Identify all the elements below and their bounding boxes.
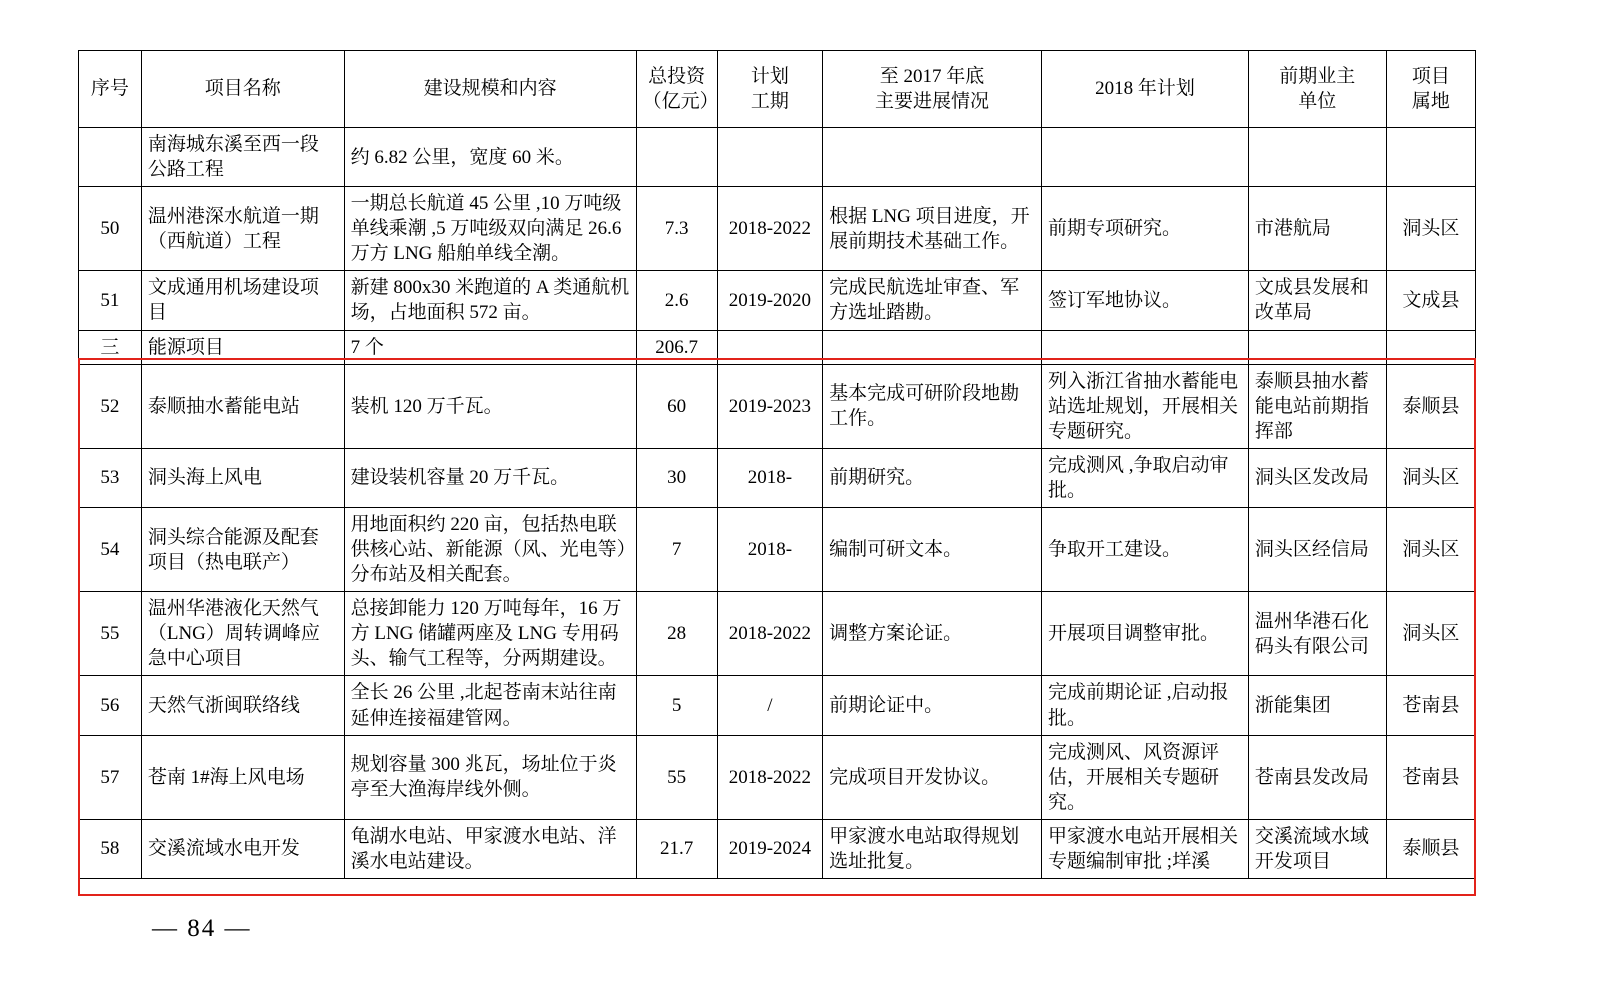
cell-plan — [1042, 330, 1249, 364]
cell-progress — [823, 330, 1042, 364]
cell-plan — [1042, 128, 1249, 187]
cell-investment: 30 — [636, 448, 717, 507]
cell-owner: 浙能集团 — [1248, 676, 1386, 735]
cell-scale: 建设装机容量 20 万千瓦。 — [344, 448, 636, 507]
cell-scale: 龟湖水电站、甲家渡水电站、洋溪水电站建设。 — [344, 819, 636, 878]
cell-owner: 市港航局 — [1248, 187, 1386, 271]
column-header-owner-unit — [1248, 51, 1386, 128]
column-header-owner-unit-line1: 前期业主 — [1279, 65, 1356, 87]
cell-period — [717, 128, 822, 187]
cell-plan: 完成前期论证 ,启动报批。 — [1042, 676, 1249, 735]
cell-scale: 用地面积约 220 亩，包括热电联供核心站、新能源（风、光电等）分布站及相关配套。 — [344, 508, 636, 592]
cell-scale: 总接卸能力 120 万吨每年，16 万方 LNG 储罐两座及 LNG 专用码头、输气工程等，分两期建设。 — [344, 592, 636, 676]
column-header-plan-2018: 2018 年计划 — [1042, 51, 1249, 128]
table-header-row — [79, 51, 1476, 128]
column-header-project-area — [1386, 51, 1475, 128]
cell-period: 2018-2022 — [717, 735, 822, 819]
cell-index: 57 — [79, 735, 142, 819]
table-row — [79, 330, 1476, 364]
cell-investment: 7.3 — [636, 187, 717, 271]
cell-scale: 一期总长航道 45 公里 ,10 万吨级单线乘潮 ,5 万吨级双向满足 26.6 万方 LNG 船舶单线全潮。 — [344, 187, 636, 271]
cell-plan: 完成测风 ,争取启动审批。 — [1042, 448, 1249, 507]
cell-progress — [823, 128, 1042, 187]
table-row — [79, 128, 1476, 187]
cell-area: 苍南县 — [1386, 735, 1475, 819]
table-row — [79, 592, 1476, 676]
page-number: — 84 — — [152, 915, 252, 942]
cell-scale: 约 6.82 公里，宽度 60 米。 — [344, 128, 636, 187]
cell-plan: 签订军地协议。 — [1042, 271, 1249, 330]
cell-index: 51 — [79, 271, 142, 330]
column-header-scale-content: 建设规模和内容 — [344, 51, 636, 128]
cell-scale: 规划容量 300 兆瓦，场址位于炎亭至大渔海岸线外侧。 — [344, 735, 636, 819]
table-row — [79, 508, 1476, 592]
column-header-planned-period-line2: 工期 — [750, 91, 789, 112]
table-body — [79, 128, 1476, 879]
cell-investment: 28 — [636, 592, 717, 676]
cell-investment: 55 — [636, 735, 717, 819]
column-header-progress-2017-line2: 主要进展情况 — [875, 91, 990, 112]
cell-owner — [1248, 330, 1386, 364]
column-header-total-investment-line1: 总投资 — [648, 65, 706, 87]
cell-area: 泰顺县 — [1386, 364, 1475, 448]
cell-period: 2018- — [717, 508, 822, 592]
cell-progress: 甲家渡水电站取得规划选址批复。 — [823, 819, 1042, 878]
cell-owner: 泰顺县抽水蓄能电站前期指挥部 — [1248, 364, 1386, 448]
table-header — [79, 51, 1476, 128]
cell-progress: 前期论证中。 — [823, 676, 1042, 735]
cell-project-name: 洞头综合能源及配套项目（热电联产） — [141, 508, 344, 592]
column-header-project-name: 项目名称 — [141, 51, 344, 128]
column-header-planned-period — [717, 51, 822, 128]
cell-area: 洞头区 — [1386, 508, 1475, 592]
cell-index: 50 — [79, 187, 142, 271]
cell-investment — [636, 128, 717, 187]
table-row — [79, 271, 1476, 330]
column-header-project-area-line2: 属地 — [1411, 91, 1450, 112]
cell-area: 苍南县 — [1386, 676, 1475, 735]
column-header-total-investment — [636, 51, 717, 128]
cell-progress: 前期研究。 — [823, 448, 1042, 507]
table-row — [79, 676, 1476, 735]
cell-project-name: 交溪流域水电开发 — [141, 819, 344, 878]
cell-investment: 7 — [636, 508, 717, 592]
cell-project-name: 能源项目 — [141, 330, 344, 364]
cell-plan: 完成测风、风资源评估，开展相关专题研究。 — [1042, 735, 1249, 819]
cell-owner: 文成县发展和改革局 — [1248, 271, 1386, 330]
cell-area: 洞头区 — [1386, 592, 1475, 676]
table-row — [79, 364, 1476, 448]
cell-index: 54 — [79, 508, 142, 592]
column-header-total-investment-line2: （亿元） — [642, 91, 719, 112]
cell-investment: 21.7 — [636, 819, 717, 878]
cell-owner: 洞头区发改局 — [1248, 448, 1386, 507]
cell-project-name: 南海城东溪至西一段公路工程 — [141, 128, 344, 187]
table-row — [79, 819, 1476, 878]
cell-period: 2018-2022 — [717, 592, 822, 676]
cell-project-name: 泰顺抽水蓄能电站 — [141, 364, 344, 448]
cell-index: 58 — [79, 819, 142, 878]
table-row — [79, 735, 1476, 819]
cell-project-name: 天然气浙闽联络线 — [141, 676, 344, 735]
cell-owner — [1248, 128, 1386, 187]
cell-index — [79, 128, 142, 187]
cell-owner: 交溪流域水域开发项目 — [1248, 819, 1386, 878]
cell-period: / — [717, 676, 822, 735]
cell-index: 52 — [79, 364, 142, 448]
cell-progress: 根据 LNG 项目进度，开展前期技术基础工作。 — [823, 187, 1042, 271]
cell-index: 56 — [79, 676, 142, 735]
column-header-index: 序号 — [79, 51, 142, 128]
cell-plan: 争取开工建设。 — [1042, 508, 1249, 592]
cell-investment: 5 — [636, 676, 717, 735]
column-header-owner-unit-line2: 单位 — [1298, 91, 1337, 112]
column-header-project-area-line1: 项目 — [1411, 65, 1450, 87]
column-header-progress-2017-line1: 至 2017 年底 — [879, 65, 985, 87]
cell-scale: 全长 26 公里 ,北起苍南末站往南延伸连接福建管网。 — [344, 676, 636, 735]
table-row — [79, 448, 1476, 507]
cell-project-name: 温州华港液化天然气（LNG）周转调峰应急中心项目 — [141, 592, 344, 676]
cell-progress: 编制可研文本。 — [823, 508, 1042, 592]
cell-index: 55 — [79, 592, 142, 676]
cell-progress: 完成民航选址审查、军方选址踏勘。 — [823, 271, 1042, 330]
cell-progress: 基本完成可研阶段地勘工作。 — [823, 364, 1042, 448]
cell-area: 洞头区 — [1386, 448, 1475, 507]
cell-scale: 7 个 — [344, 330, 636, 364]
cell-area: 文成县 — [1386, 271, 1475, 330]
cell-area — [1386, 330, 1475, 364]
cell-period: 2018- — [717, 448, 822, 507]
cell-progress: 完成项目开发协议。 — [823, 735, 1042, 819]
cell-progress: 调整方案论证。 — [823, 592, 1042, 676]
cell-plan: 列入浙江省抽水蓄能电站选址规划，开展相关专题研究。 — [1042, 364, 1249, 448]
cell-index: 53 — [79, 448, 142, 507]
cell-area: 泰顺县 — [1386, 819, 1475, 878]
cell-owner: 洞头区经信局 — [1248, 508, 1386, 592]
cell-investment: 2.6 — [636, 271, 717, 330]
column-header-progress-2017 — [823, 51, 1042, 128]
cell-area: 洞头区 — [1386, 187, 1475, 271]
column-header-planned-period-line1: 计划 — [750, 65, 789, 87]
cell-owner: 苍南县发改局 — [1248, 735, 1386, 819]
cell-project-name: 洞头海上风电 — [141, 448, 344, 507]
cell-plan: 甲家渡水电站开展相关专题编制审批 ;垟溪 — [1042, 819, 1249, 878]
cell-plan: 开展项目调整审批。 — [1042, 592, 1249, 676]
cell-period: 2018-2022 — [717, 187, 822, 271]
cell-investment: 206.7 — [636, 330, 717, 364]
cell-period: 2019-2023 — [717, 364, 822, 448]
cell-project-name: 温州港深水航道一期（西航道）工程 — [141, 187, 344, 271]
cell-area — [1386, 128, 1475, 187]
cell-investment: 60 — [636, 364, 717, 448]
cell-owner: 温州华港石化码头有限公司 — [1248, 592, 1386, 676]
cell-project-name: 文成通用机场建设项目 — [141, 271, 344, 330]
project-table — [78, 50, 1476, 879]
cell-scale: 新建 800x30 米跑道的 A 类通航机场，占地面积 572 亩。 — [344, 271, 636, 330]
cell-project-name: 苍南 1#海上风电场 — [141, 735, 344, 819]
cell-plan: 前期专项研究。 — [1042, 187, 1249, 271]
cell-period — [717, 330, 822, 364]
table-row — [79, 187, 1476, 271]
cell-index: 三 — [79, 330, 142, 364]
cell-scale: 装机 120 万千瓦。 — [344, 364, 636, 448]
cell-period: 2019-2020 — [717, 271, 822, 330]
cell-period: 2019-2024 — [717, 819, 822, 878]
